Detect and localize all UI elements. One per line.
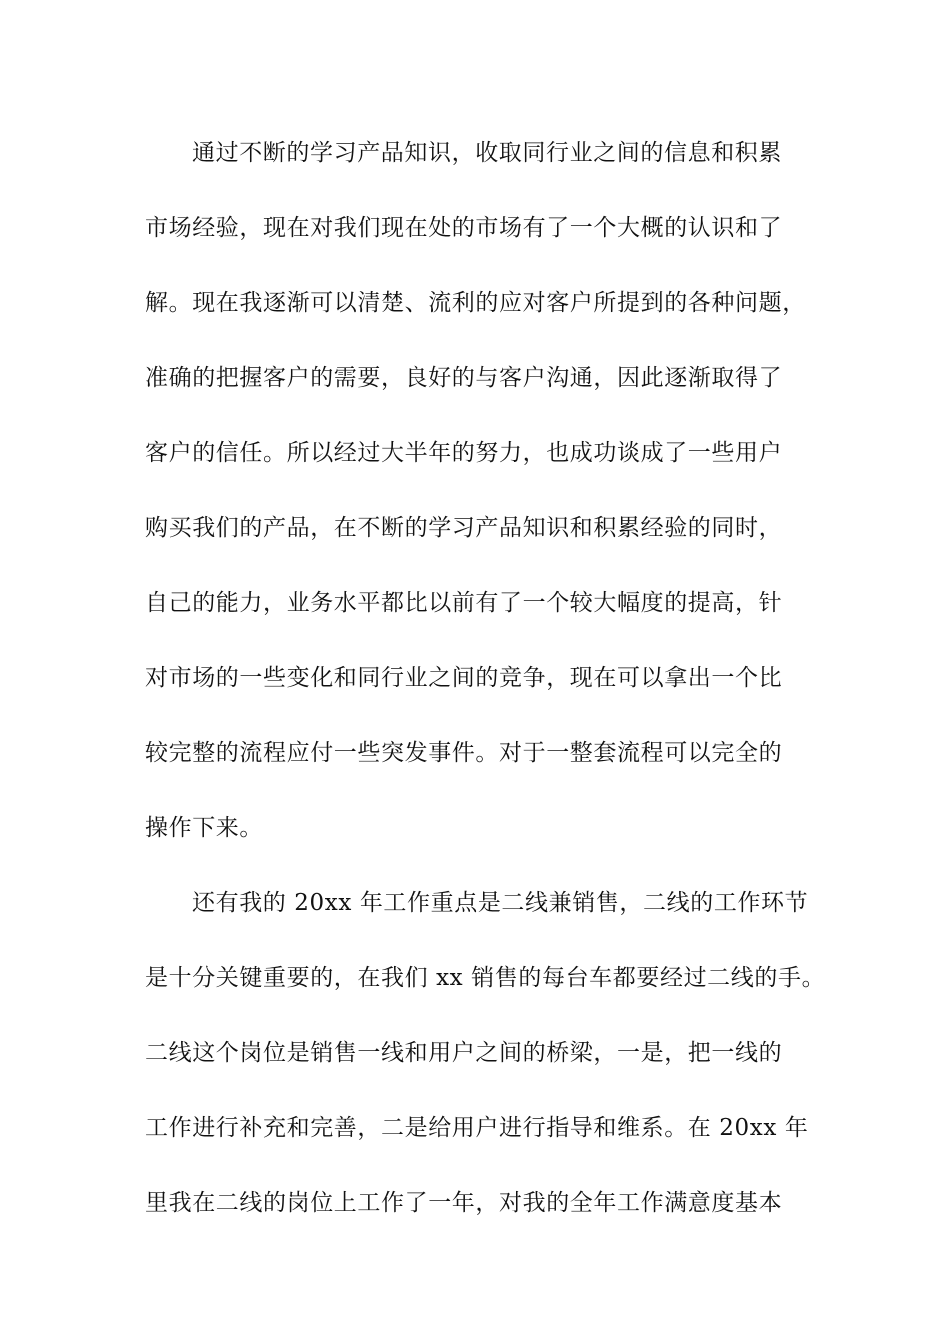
text-line: 客户的信任。所以经过大半年的努力，也成功谈成了一些用户 — [145, 440, 783, 466]
text-line: 是十分关键重要的，在我们 xx 销售的每台车都要经过二线的手。 — [145, 965, 826, 991]
text-line: 准确的把握客户的需要，良好的与客户沟通，因此逐渐取得了 — [145, 365, 783, 391]
text-line: 自己的能力，业务水平都比以前有了一个较大幅度的提高，针 — [145, 590, 783, 616]
text-line: 操作下来。 — [145, 815, 263, 841]
text-line: 通过不断的学习产品知识，收取同行业之间的信息和积累 — [192, 140, 782, 166]
text-line: 里我在二线的岗位上工作了一年，对我的全年工作满意度基本 — [145, 1190, 783, 1216]
text-line: 购买我们的产品，在不断的学习产品知识和积累经验的同时， — [145, 515, 783, 541]
text-line: 工作进行补充和完善，二是给用户进行指导和维系。在 20xx 年 — [145, 1115, 809, 1141]
text-line: 对市场的一些变化和同行业之间的竞争，现在可以拿出一个比 — [145, 665, 783, 691]
text-line: 还有我的 20xx 年工作重点是二线兼销售，二线的工作环节 — [192, 890, 809, 916]
text-line: 市场经验，现在对我们现在处的市场有了一个大概的认识和了 — [145, 215, 783, 241]
text-line: 二线这个岗位是销售一线和用户之间的桥梁，一是，把一线的 — [145, 1040, 783, 1066]
text-line: 较完整的流程应付一些突发事件。对于一整套流程可以完全的 — [145, 740, 783, 766]
text-line: 解。现在我逐渐可以清楚、流利的应对客户所提到的各种问题， — [145, 290, 806, 316]
